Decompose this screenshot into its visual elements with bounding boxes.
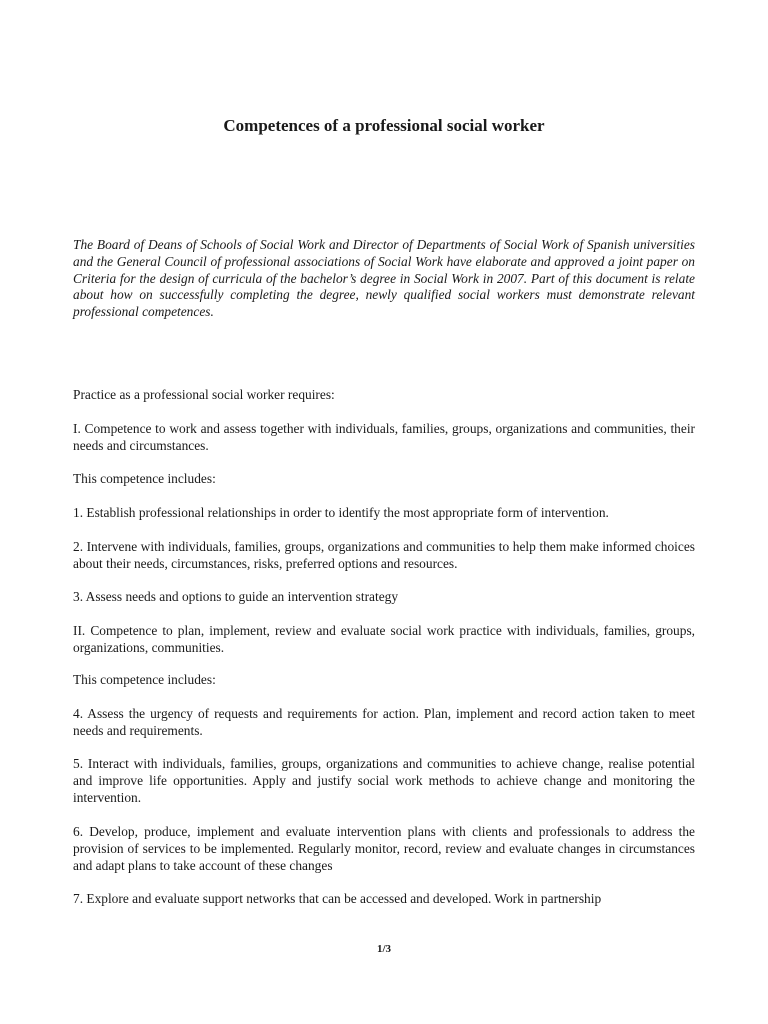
paragraph-practice-requires: Practice as a professional social worker requires: <box>73 387 335 402</box>
document-title: Competences of a professional social worker <box>223 116 545 135</box>
page-number: 1/3 <box>376 943 392 955</box>
paragraph-item-3: 3. Assess needs and options to guide an intervention strategy <box>73 589 399 604</box>
paragraph-competence-one: I. Competence to work and assess together with individuals, families, groups, organizations and communities, their needs and circumstances. <box>73 421 695 453</box>
paragraph-includes-two: This competence includes: <box>73 672 216 687</box>
paragraph-includes-one: This competence includes: <box>73 471 216 486</box>
paragraph-competence-two: II. Competence to plan, implement, review and evaluate social work practice with individuals, families, groups, organizations, communities. <box>73 623 695 655</box>
paragraph-item-7: 7. Explore and evaluate support networks that can be accessed and developed. Work in partnership <box>73 891 602 906</box>
paragraph-item-2: 2. Intervene with individuals, families, groups, organizations and communities to help them make informed choices about their needs, circumstances, risks, preferred options and resources. <box>73 539 695 571</box>
paragraph-item-1: 1. Establish professional relationships in order to identify the most appropriate form of intervention. <box>73 505 609 520</box>
paragraph-item-4: 4. Assess the urgency of requests and requirements for action. Plan, implement and record action taken to meet needs and requirements. <box>73 706 695 738</box>
paragraph-item-5: 5. Interact with individuals, families, groups, organizations and communities to achieve change, realise potential and improve life opportunities. Apply and justify social work methods to achieve change and monitoring the intervention. <box>73 756 695 805</box>
intro-paragraph: The Board of Deans of Schools of Social Work and Director of Departments of Social Work of Spanish universities and the General Council of professional associations of Social Work have elaborate and approved a joint paper on Criteria for the design of curricula of the bachelor’s degree in Social Work in 2007. Part of this document is relate about how on successfully completing the degree, newly qualified social workers must demonstrate relevant professional competences. <box>73 237 695 320</box>
paragraph-item-6: 6. Develop, produce, implement and evaluate intervention plans with clients and professionals to address the provision of services to be implemented. Regularly monitor, record, review and evaluate changes in circumstances and adapt plans to take account of these changes <box>73 824 695 873</box>
